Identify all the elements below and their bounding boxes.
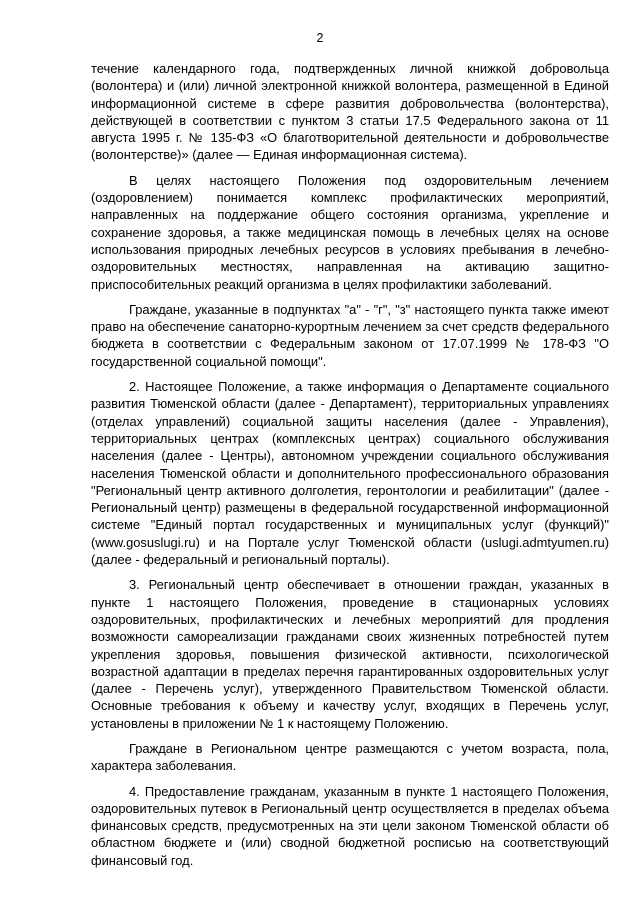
paragraph-item-3: 3. Региональный центр обеспечивает в отношении граждан, указанных в пункте 1 настоящего Положения, проведение в стационарных условиях оздоровительных, профилактических и лечебных мероприятий для продления возможности самореализации гражданами своих жизненных потребностей путем укрепления здоровья, повышения физической активности, психологической возрастной адаптации в пределах перечня гарантированных оздоровительных услуг (далее - Перечень услуг), утвержденного Правительством Тюменской области. Основные требования к объему и качеству услуг, входящих в Перечень услуг, установлены в приложении № 1 к настоящему Положению. <box>91 577 609 731</box>
paragraph-item-2: 2. Настоящее Положение, а также информация о Департаменте социального развития Тюменской области (далее - Департамент), территориальных управлениях (отделах управлений) социальной защиты населения (далее - Управления), территориальных центрах (комплексных центрах) социального обслуживания населения (далее - Центры), автономном учреждении социального обслуживания населения Тюменской области и дополнительного профессионального образования "Региональный центр активного долголетия, геронтологии и реабилитации" (далее - Региональный центр) размещены в федеральной государственной информационной системе "Единый портал государственных и муниципальных услуг (функций)" (www.gosuslugi.ru) и на Портале услуг Тюменской области (uslugi.admtyumen.ru) (далее - федеральный и региональный порталы). <box>91 379 609 568</box>
document-body <box>91 60 609 869</box>
page-number: 2 <box>316 31 324 45</box>
paragraph-sanatorium-right: Граждане, указанные в подпунктах "а" - "г", "з" настоящего пункта также имеют право на обеспечение санаторно-курортным лечением за счет средств федерального бюджета в соответствии с Федеральным законом от 17.07.1999 № 178-ФЗ "О государственной социальной помощи". <box>91 301 609 369</box>
paragraph-continuation: течение календарного года, подтвержденных личной книжкой добровольца (волонтера) и (или) личной электронной книжкой волонтера, размещенной в Единой информационной системе в сфере развития добровольчества (волонтерства), действующей в соответствии с пунктом 3 статьи 17.5 Федерального закона от 11 августа 1995 г. № 135-ФЗ «О благотворительной деятельности и добровольчестве (волонтерстве)» (далее — Единая информационная система). <box>91 61 609 163</box>
paragraph-item-4: 4. Предоставление гражданам, указанным в пункте 1 настоящего Положения, оздоровительных путевок в Региональный центр осуществляется в пределах объема финансовых средств, предусмотренных на эти цели законом Тюменской области об областном бюджете и (или) сводной бюджетной росписью на соответствующий финансовый год. <box>91 783 609 868</box>
paragraph-health-definition: В целях настоящего Положения под оздоровительным лечением (оздоровлением) понимается комплекс профилактических мероприятий, направленных на поддержание общего состояния организма, укрепление и сохранение здоровья, а также медицинская помощь в лечебных целях на основе использования природных лечебных ресурсов в условиях пребывания в лечебно-оздоровительных местностях, направленная на активацию защитно-приспособительных реакций организма в целях профилактики заболеваний. <box>91 172 609 292</box>
paragraph-placement: Граждане в Региональном центре размещаются с учетом возраста, пола, характера заболевания. <box>91 740 609 774</box>
